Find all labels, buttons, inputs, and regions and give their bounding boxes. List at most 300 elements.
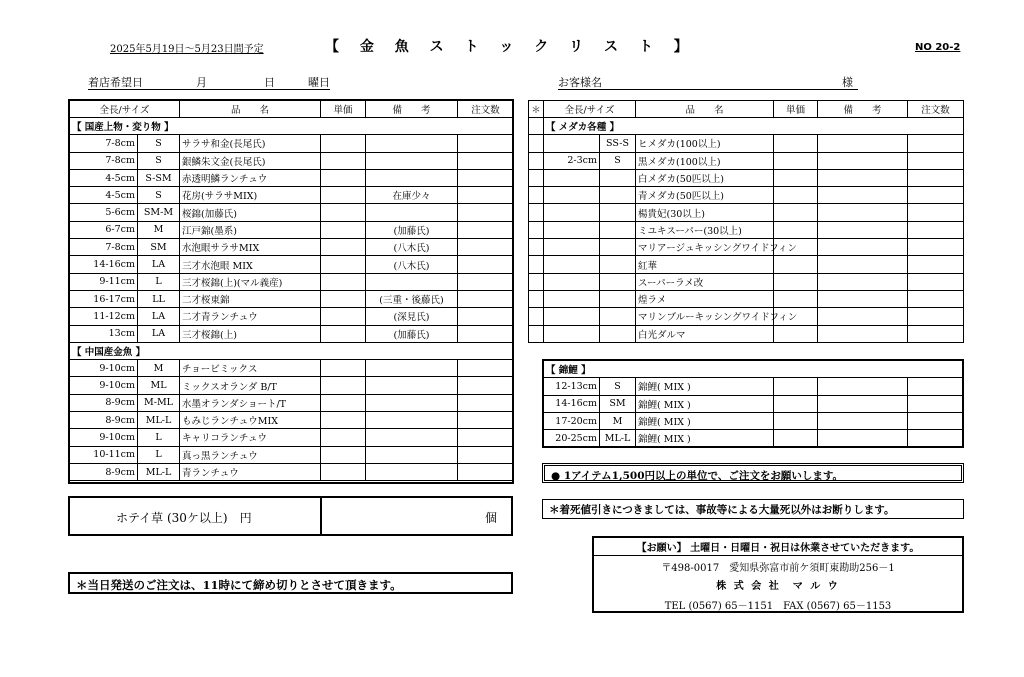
quantity-cell[interactable] bbox=[908, 221, 964, 238]
weekday-label: 曜日 bbox=[308, 76, 330, 89]
item-name-cell: チョービミックス bbox=[180, 360, 321, 377]
price-cell[interactable] bbox=[774, 169, 818, 186]
size-cell bbox=[600, 290, 636, 307]
quantity-cell[interactable] bbox=[458, 273, 514, 290]
price-cell[interactable] bbox=[321, 446, 366, 463]
col-qty: 注文数 bbox=[458, 101, 514, 118]
star-cell bbox=[529, 239, 544, 256]
price-cell[interactable] bbox=[774, 412, 818, 429]
quantity-cell[interactable] bbox=[908, 169, 964, 186]
table-row bbox=[529, 204, 964, 221]
section-heading: 【 国産上物・変り物 】 bbox=[70, 118, 514, 135]
length-cell bbox=[544, 187, 600, 204]
length-cell: 14-16cm bbox=[544, 395, 600, 412]
remarks-cell[interactable] bbox=[818, 412, 908, 429]
remarks-cell[interactable] bbox=[818, 325, 908, 342]
item-name-cell: 青メダカ(50匹以上) bbox=[636, 187, 774, 204]
price-cell[interactable] bbox=[774, 135, 818, 152]
star-cell bbox=[529, 135, 544, 152]
size-cell: LA bbox=[138, 308, 180, 325]
length-cell: 13cm bbox=[70, 325, 138, 342]
length-cell: 5-6cm bbox=[70, 204, 138, 221]
star-cell bbox=[529, 273, 544, 290]
col-price: 単価 bbox=[774, 101, 818, 118]
remarks-cell: (八木氏) bbox=[366, 256, 458, 273]
remarks-cell[interactable] bbox=[818, 378, 908, 395]
item-name-cell: 水墨オランダショート/T bbox=[180, 394, 321, 411]
item-name-cell: キャリコランチュウ bbox=[180, 429, 321, 446]
table-row bbox=[70, 412, 514, 429]
remarks-cell bbox=[366, 377, 458, 394]
price-cell[interactable] bbox=[321, 187, 366, 204]
table-row bbox=[544, 430, 964, 447]
table-row bbox=[70, 429, 514, 446]
size-cell: L bbox=[138, 446, 180, 463]
size-cell bbox=[600, 169, 636, 186]
quantity-cell[interactable] bbox=[908, 378, 964, 395]
size-cell: S-SM bbox=[138, 169, 180, 186]
size-cell: LA bbox=[138, 325, 180, 342]
length-cell: 7-8cm bbox=[70, 239, 138, 256]
item-name-cell: マリンブルーキッシングワイドフィン bbox=[636, 308, 774, 325]
month-label: 月 bbox=[196, 76, 207, 89]
quantity-cell[interactable] bbox=[458, 325, 514, 342]
remarks-cell[interactable] bbox=[818, 204, 908, 221]
item-name-cell: 二才青ランチュウ bbox=[180, 308, 321, 325]
price-cell[interactable] bbox=[321, 325, 366, 342]
quantity-cell[interactable] bbox=[458, 152, 514, 169]
table-row bbox=[529, 239, 964, 256]
remarks-cell[interactable] bbox=[818, 256, 908, 273]
item-name-cell: 銀鱗朱文金(長尾氏) bbox=[180, 152, 321, 169]
price-cell[interactable] bbox=[321, 152, 366, 169]
length-cell: 20-25cm bbox=[544, 430, 600, 447]
table-row bbox=[70, 446, 514, 463]
remarks-cell[interactable] bbox=[818, 430, 908, 447]
size-cell bbox=[600, 256, 636, 273]
quantity-cell[interactable] bbox=[458, 377, 514, 394]
col-price: 単価 bbox=[321, 101, 366, 118]
size-cell bbox=[600, 325, 636, 342]
size-cell: ML bbox=[138, 377, 180, 394]
size-cell: M bbox=[600, 412, 636, 429]
hotei-unit: 個 bbox=[484, 511, 497, 525]
price-cell[interactable] bbox=[321, 273, 366, 290]
size-cell: S bbox=[138, 135, 180, 152]
length-cell bbox=[544, 256, 600, 273]
price-cell[interactable] bbox=[321, 394, 366, 411]
quantity-cell[interactable] bbox=[908, 204, 964, 221]
koi-table bbox=[543, 360, 964, 447]
left-header-row bbox=[70, 101, 514, 118]
remarks-cell[interactable] bbox=[818, 308, 908, 325]
quantity-cell[interactable] bbox=[908, 273, 964, 290]
table-row bbox=[544, 412, 964, 429]
length-cell bbox=[544, 221, 600, 238]
price-cell[interactable] bbox=[321, 308, 366, 325]
price-cell[interactable] bbox=[774, 378, 818, 395]
length-cell bbox=[544, 273, 600, 290]
section-heading: 【 中国産金魚 】 bbox=[70, 342, 514, 359]
star-cell bbox=[529, 221, 544, 238]
price-cell[interactable] bbox=[321, 256, 366, 273]
quantity-cell[interactable] bbox=[908, 256, 964, 273]
item-name-cell: 三才桜錦(上) bbox=[180, 325, 321, 342]
remarks-cell: (八木氏) bbox=[366, 239, 458, 256]
remarks-cell bbox=[366, 204, 458, 221]
size-cell: M bbox=[138, 360, 180, 377]
length-cell: 8-9cm bbox=[70, 463, 138, 480]
table-row bbox=[70, 204, 514, 221]
item-name-cell: スーパーラメ改 bbox=[636, 273, 774, 290]
length-cell: 12-13cm bbox=[544, 378, 600, 395]
left-stock-table bbox=[69, 100, 514, 481]
size-cell: S bbox=[600, 152, 636, 169]
star-cell bbox=[529, 308, 544, 325]
star-cell bbox=[529, 169, 544, 186]
length-cell: 4-5cm bbox=[70, 169, 138, 186]
remarks-cell[interactable] bbox=[818, 290, 908, 307]
item-name-cell: もみじランチュウMIX bbox=[180, 412, 321, 429]
col-qty: 注文数 bbox=[908, 101, 964, 118]
quantity-cell[interactable] bbox=[908, 290, 964, 307]
item-name-cell: ミックスオランダ B/T bbox=[180, 377, 321, 394]
section-row bbox=[529, 118, 964, 135]
quantity-cell[interactable] bbox=[458, 169, 514, 186]
quantity-cell[interactable] bbox=[458, 360, 514, 377]
company-name: 株 式 会 社 マ ル ウ bbox=[716, 581, 840, 592]
table-row bbox=[529, 135, 964, 152]
quantity-cell[interactable] bbox=[458, 446, 514, 463]
size-cell: S bbox=[600, 378, 636, 395]
table-row bbox=[70, 221, 514, 238]
remarks-cell: (深見氏) bbox=[366, 308, 458, 325]
size-cell bbox=[600, 187, 636, 204]
length-cell bbox=[544, 325, 600, 342]
holiday-notice: 【お願い】 土曜日・日曜日・祝日は休業させていただきます。 bbox=[594, 539, 962, 556]
arrival-date-field[interactable] bbox=[88, 74, 330, 90]
col-remarks: 備 考 bbox=[818, 101, 908, 118]
length-cell bbox=[544, 290, 600, 307]
remarks-cell bbox=[366, 169, 458, 186]
table-row bbox=[529, 290, 964, 307]
length-cell: 10-11cm bbox=[70, 446, 138, 463]
length-cell: 8-9cm bbox=[70, 412, 138, 429]
remarks-cell bbox=[366, 429, 458, 446]
section-row bbox=[70, 118, 514, 135]
size-cell: S bbox=[138, 187, 180, 204]
customer-suffix: 様 bbox=[842, 76, 853, 89]
remarks-cell[interactable] bbox=[818, 187, 908, 204]
remarks-cell[interactable] bbox=[818, 395, 908, 412]
size-cell bbox=[600, 273, 636, 290]
company-contact: TEL (0567) 65－1151 FAX (0567) 65－1153 bbox=[664, 601, 892, 612]
item-name-cell: ミユキスーパー(30以上) bbox=[636, 221, 774, 238]
size-cell: SS-S bbox=[600, 135, 636, 152]
size-cell: ML-L bbox=[138, 463, 180, 480]
item-name-cell: 錦鯉( MIX ) bbox=[636, 378, 774, 395]
remarks-cell bbox=[366, 135, 458, 152]
length-cell: 6-7cm bbox=[70, 221, 138, 238]
length-cell bbox=[544, 308, 600, 325]
item-name-cell: 桜錦(加藤氏) bbox=[180, 204, 321, 221]
size-cell bbox=[600, 204, 636, 221]
table-row bbox=[70, 463, 514, 480]
hotei-label: ホテイ草 (30ケ以上) 円 bbox=[116, 511, 252, 525]
length-cell: 8-9cm bbox=[70, 394, 138, 411]
item-name-cell: 三才桜錦(上)(マル義産) bbox=[180, 273, 321, 290]
item-name-cell: 紅華 bbox=[636, 256, 774, 273]
item-name-cell: 赤透明鱗ランチュウ bbox=[180, 169, 321, 186]
table-row bbox=[70, 360, 514, 377]
price-cell[interactable] bbox=[774, 273, 818, 290]
item-name-cell: 江戸錦(墨系) bbox=[180, 221, 321, 238]
price-cell[interactable] bbox=[321, 377, 366, 394]
item-name-cell: 水泡眼サラサMIX bbox=[180, 239, 321, 256]
col-size: 全長/サイズ bbox=[70, 101, 180, 118]
quantity-cell[interactable] bbox=[908, 135, 964, 152]
length-cell bbox=[544, 169, 600, 186]
item-name-cell: 錦鯉( MIX ) bbox=[636, 430, 774, 447]
size-cell bbox=[600, 221, 636, 238]
length-cell: 17-20cm bbox=[544, 412, 600, 429]
star-cell bbox=[529, 204, 544, 221]
table-row bbox=[544, 378, 964, 395]
price-cell[interactable] bbox=[321, 412, 366, 429]
right-stock-table bbox=[528, 100, 964, 343]
customer-label: お客様名 bbox=[558, 76, 602, 89]
remarks-cell bbox=[366, 152, 458, 169]
price-cell[interactable] bbox=[774, 430, 818, 447]
table-row bbox=[70, 256, 514, 273]
item-name-cell: 煌ラメ bbox=[636, 290, 774, 307]
size-cell: LL bbox=[138, 290, 180, 307]
arrival-label: 着店希望日 bbox=[88, 76, 143, 89]
customer-name-field[interactable] bbox=[558, 74, 858, 90]
size-cell: M-ML bbox=[138, 394, 180, 411]
section-row bbox=[544, 361, 964, 378]
table-row bbox=[529, 325, 964, 342]
col-remarks: 備 考 bbox=[366, 101, 458, 118]
section-heading: 【 錦鯉 】 bbox=[544, 361, 964, 378]
length-cell bbox=[544, 135, 600, 152]
price-cell[interactable] bbox=[774, 152, 818, 169]
table-row bbox=[70, 187, 514, 204]
table-row bbox=[70, 394, 514, 411]
price-cell[interactable] bbox=[321, 169, 366, 186]
quantity-cell[interactable] bbox=[458, 256, 514, 273]
col-name: 品 名 bbox=[180, 101, 321, 118]
size-cell: SM bbox=[138, 239, 180, 256]
length-cell: 9-10cm bbox=[70, 360, 138, 377]
price-cell[interactable] bbox=[774, 187, 818, 204]
price-cell[interactable] bbox=[774, 221, 818, 238]
min-order-note: ● 1アイテム1,500円以上の単位で、ご注文をお願いします。 bbox=[542, 463, 964, 483]
length-cell: 9-11cm bbox=[70, 273, 138, 290]
quantity-cell[interactable] bbox=[458, 394, 514, 411]
remarks-cell: (加藤氏) bbox=[366, 325, 458, 342]
length-cell: 7-8cm bbox=[70, 135, 138, 152]
remarks-cell bbox=[366, 446, 458, 463]
table-row bbox=[70, 152, 514, 169]
size-cell bbox=[600, 239, 636, 256]
size-cell: L bbox=[138, 273, 180, 290]
star-cell bbox=[529, 187, 544, 204]
price-cell[interactable] bbox=[774, 325, 818, 342]
remarks-cell bbox=[366, 412, 458, 429]
item-name-cell: 三才水泡眼 MIX bbox=[180, 256, 321, 273]
col-star: ＊ bbox=[529, 101, 544, 118]
table-row bbox=[529, 221, 964, 238]
item-name-cell: サラサ和金(長尾氏) bbox=[180, 135, 321, 152]
star-cell bbox=[529, 118, 544, 135]
item-name-cell: マリアージュキッシングワイドフィン bbox=[636, 239, 774, 256]
quantity-cell[interactable] bbox=[458, 429, 514, 446]
quantity-cell[interactable] bbox=[458, 239, 514, 256]
remarks-cell bbox=[366, 463, 458, 480]
item-name-cell: 楊貴妃(30以上) bbox=[636, 204, 774, 221]
length-cell: 9-10cm bbox=[70, 429, 138, 446]
remarks-cell: (三重・後藤氏) bbox=[366, 290, 458, 307]
price-cell[interactable] bbox=[321, 221, 366, 238]
item-name-cell: 錦鯉( MIX ) bbox=[636, 395, 774, 412]
length-cell: 16-17cm bbox=[70, 290, 138, 307]
table-row bbox=[529, 273, 964, 290]
length-cell bbox=[544, 239, 600, 256]
size-cell: L bbox=[138, 429, 180, 446]
section-heading: 【 メダカ各種 】 bbox=[544, 118, 964, 135]
star-cell bbox=[529, 290, 544, 307]
quantity-cell[interactable] bbox=[458, 308, 514, 325]
remarks-cell[interactable] bbox=[818, 239, 908, 256]
company-address: 〒498-0017 愛知県弥富市前ケ須町東勘助256－1 bbox=[661, 563, 895, 574]
document-number: NO 20-2 bbox=[915, 42, 961, 53]
star-cell bbox=[529, 256, 544, 273]
table-row bbox=[70, 308, 514, 325]
remarks-cell[interactable] bbox=[818, 169, 908, 186]
table-row bbox=[70, 325, 514, 342]
price-cell[interactable] bbox=[321, 360, 366, 377]
death-discount-note: ＊着死値引きにつきましては、事故等による大量死以外はお断りします。 bbox=[542, 499, 964, 519]
quantity-cell[interactable] bbox=[458, 290, 514, 307]
price-cell[interactable] bbox=[321, 290, 366, 307]
item-name-cell: 白メダカ(50匹以上) bbox=[636, 169, 774, 186]
table-row bbox=[70, 239, 514, 256]
length-cell: 14-16cm bbox=[70, 256, 138, 273]
remarks-cell bbox=[366, 360, 458, 377]
length-cell: 4-5cm bbox=[70, 187, 138, 204]
item-name-cell: 花房(サラサMIX) bbox=[180, 187, 321, 204]
price-cell[interactable] bbox=[774, 256, 818, 273]
size-cell: S bbox=[138, 152, 180, 169]
price-cell[interactable] bbox=[321, 135, 366, 152]
company-info-box bbox=[592, 536, 964, 613]
table-row bbox=[70, 135, 514, 152]
right-header-row bbox=[529, 101, 964, 118]
remarks-cell[interactable] bbox=[818, 273, 908, 290]
item-name-cell: 真っ黒ランチュウ bbox=[180, 446, 321, 463]
length-cell: 7-8cm bbox=[70, 152, 138, 169]
price-cell[interactable] bbox=[774, 204, 818, 221]
quantity-cell[interactable] bbox=[908, 395, 964, 412]
price-cell[interactable] bbox=[321, 429, 366, 446]
table-row bbox=[544, 395, 964, 412]
length-cell: 9-10cm bbox=[70, 377, 138, 394]
remarks-cell bbox=[366, 394, 458, 411]
size-cell: ML-L bbox=[600, 430, 636, 447]
remarks-cell: 在庫少々 bbox=[366, 187, 458, 204]
remarks-cell: (加藤氏) bbox=[366, 221, 458, 238]
quantity-cell[interactable] bbox=[458, 204, 514, 221]
quantity-cell[interactable] bbox=[458, 135, 514, 152]
table-row bbox=[529, 152, 964, 169]
hotei-divider bbox=[320, 498, 322, 534]
size-cell: SM-M bbox=[138, 204, 180, 221]
remarks-cell[interactable] bbox=[818, 152, 908, 169]
price-cell[interactable] bbox=[321, 239, 366, 256]
table-row bbox=[529, 256, 964, 273]
quantity-cell[interactable] bbox=[908, 239, 964, 256]
size-cell: SM bbox=[600, 395, 636, 412]
page-title: 【 金 魚 ス ト ッ ク リ ス ト 】 bbox=[325, 39, 696, 55]
price-cell[interactable] bbox=[774, 290, 818, 307]
size-cell: LA bbox=[138, 256, 180, 273]
item-name-cell: ヒメダカ(100以上) bbox=[636, 135, 774, 152]
star-cell bbox=[529, 152, 544, 169]
remarks-cell[interactable] bbox=[818, 221, 908, 238]
table-row bbox=[529, 169, 964, 186]
day-label: 日 bbox=[264, 76, 275, 89]
item-name-cell: 白光ダルマ bbox=[636, 325, 774, 342]
col-name: 品 名 bbox=[636, 101, 774, 118]
table-row bbox=[529, 187, 964, 204]
item-name-cell: 錦鯉( MIX ) bbox=[636, 412, 774, 429]
length-cell: 11-12cm bbox=[70, 308, 138, 325]
hotei-order-box[interactable] bbox=[68, 496, 513, 536]
table-row bbox=[70, 169, 514, 186]
quantity-cell[interactable] bbox=[908, 430, 964, 447]
quantity-cell[interactable] bbox=[908, 152, 964, 169]
item-name-cell: 青ランチュウ bbox=[180, 463, 321, 480]
quantity-cell[interactable] bbox=[908, 325, 964, 342]
section-row bbox=[70, 342, 514, 359]
quantity-cell[interactable] bbox=[458, 412, 514, 429]
remarks-cell bbox=[366, 273, 458, 290]
quantity-cell[interactable] bbox=[908, 412, 964, 429]
quantity-cell[interactable] bbox=[458, 463, 514, 480]
price-cell[interactable] bbox=[321, 204, 366, 221]
remarks-cell[interactable] bbox=[818, 135, 908, 152]
col-size: 全長/サイズ bbox=[544, 101, 636, 118]
table-row bbox=[70, 273, 514, 290]
item-name-cell: 黒メダカ(100以上) bbox=[636, 152, 774, 169]
table-row bbox=[529, 308, 964, 325]
period-label: 2025年5月19日～5月23日間予定 bbox=[110, 44, 264, 55]
price-cell[interactable] bbox=[774, 395, 818, 412]
table-row bbox=[70, 290, 514, 307]
size-cell: ML-L bbox=[138, 412, 180, 429]
price-cell[interactable] bbox=[321, 463, 366, 480]
size-cell bbox=[600, 308, 636, 325]
size-cell: M bbox=[138, 221, 180, 238]
star-cell bbox=[529, 325, 544, 342]
item-name-cell: 二才桜東錦 bbox=[180, 290, 321, 307]
quantity-cell[interactable] bbox=[908, 187, 964, 204]
quantity-cell[interactable] bbox=[458, 187, 514, 204]
quantity-cell[interactable] bbox=[908, 308, 964, 325]
quantity-cell[interactable] bbox=[458, 221, 514, 238]
length-cell: 2-3cm bbox=[544, 152, 600, 169]
